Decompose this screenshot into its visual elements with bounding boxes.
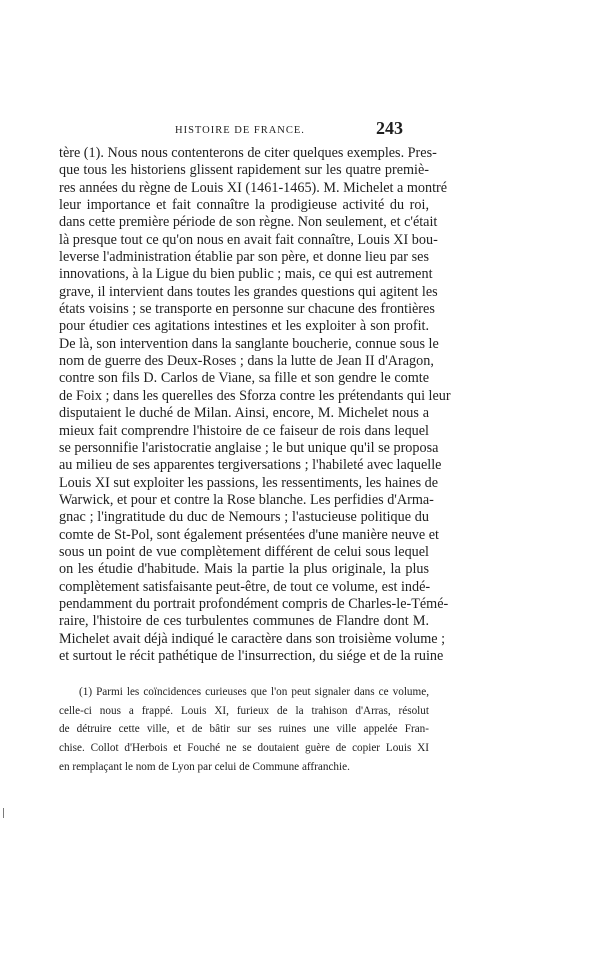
text-line: là presque tout ce qu'on nous en avait fait connaître, Louis XI bou- <box>59 231 438 248</box>
text-line: se personnifie l'aristocratie anglaise ; le but unique qu'il se proposa <box>59 439 439 456</box>
text-line: pendamment du portrait profondément compris de Charles-le-Témé- <box>59 595 449 612</box>
text-line: tère (1). Nous nous contenterons de citer quelques exemples. Pres- <box>59 145 437 161</box>
footnote-line: chise. Collot d'Herbois et Fouché ne se doutaient guère de copier Louis XI <box>59 742 429 755</box>
page-header <box>0 118 600 142</box>
text-line: de Foix ; dans les querelles des Sforza contre les prétendants qui leur <box>59 387 451 404</box>
text-line: Michelet avait déjà indiqué le caractère dans son troisième volume ; <box>59 630 446 647</box>
text-line: res années du règne de Louis XI (1461-1465). M. Michelet a montré <box>59 179 448 196</box>
text-line: comte de St-Pol, sont également présentées d'une manière neuve et <box>59 526 439 543</box>
text-line: De là, son intervention dans la sanglante boucherie, connue sous le <box>59 335 439 352</box>
footnote-line: de détruire cette ville, et de bâtir sur ses ruines une ville appelée Fran- <box>59 723 429 736</box>
footnote-line: celle-ci nous a frappé. Louis XI, furieux de la trahison d'Arras, résolut <box>59 704 429 717</box>
text-line: leverse l'administration établie par son père, et donne lieu par ses <box>59 249 429 266</box>
text-line: Louis XI sut exploiter les passions, les ressentiments, les haines de <box>59 474 439 491</box>
text-line: au milieu de ses apparentes tergiversations ; l'habileté avec laquelle <box>59 457 442 474</box>
footnote <box>59 683 429 776</box>
margin-mark <box>3 808 4 818</box>
text-line: pour étudier ces agitations intestines et les exploiter à son profit. <box>59 318 429 335</box>
text-line: dans cette première période de son règne. Non seulement, et c'était <box>59 214 438 231</box>
text-line: Warwick, et pour et contre la Rose blanche. Les perfidies d'Arma- <box>59 491 434 508</box>
text-line: disputaient le duché de Milan. Ainsi, encore, M. Michelet nous a <box>59 405 429 422</box>
text-line: sous un point de vue complètement différent de celui sous lequel <box>59 543 429 560</box>
main-text <box>59 145 451 665</box>
footnote-line: (1) Parmi les coïncidences curieuses que l'on peut signaler dans ce volume, <box>79 686 429 698</box>
text-line: contre son fils D. Carlos de Viane, sa fille et son gendre le comte <box>59 370 429 387</box>
text-line: on les étudie d'habitude. Mais la partie la plus originale, la plus <box>59 561 429 578</box>
text-line: leur importance et fait connaître la prodigieuse activité du roi, <box>59 197 429 214</box>
text-line: et surtout le récit pathétique de l'insurrection, du siége et de la ruine <box>59 647 444 664</box>
text-line: gnac ; l'ingratitude du duc de Nemours ; l'astucieuse politique du <box>59 509 429 526</box>
text-line: complètement satisfaisante peut-être, de tout ce volume, est indé- <box>59 578 431 595</box>
text-line: nom de guerre des Deux-Roses ; dans la lutte de Jean II d'Aragon, <box>59 353 434 370</box>
text-line: que tous les historiens glissent rapidement sur les quatre premiè- <box>59 162 429 179</box>
text-line: mieux fait comprendre l'histoire de ce faiseur de rois dans lequel <box>59 422 429 439</box>
running-head: HISTOIRE DE FRANCE. <box>175 125 305 136</box>
text-line: raire, l'histoire de ces turbulentes communes de Flandre dont M. <box>59 613 429 630</box>
text-line: innovations, à la Ligue du bien public ; mais, ce qui est autrement <box>59 266 433 283</box>
text-line: états voisins ; se transporte en personne sur chacune des frontières <box>59 301 435 318</box>
text-line: grave, il intervient dans toutes les grandes questions qui agitent les <box>59 283 438 300</box>
page-number: 243 <box>376 118 403 138</box>
footnote-line: en remplaçant le nom de Lyon par celui de Commune affranchie. <box>59 760 350 773</box>
